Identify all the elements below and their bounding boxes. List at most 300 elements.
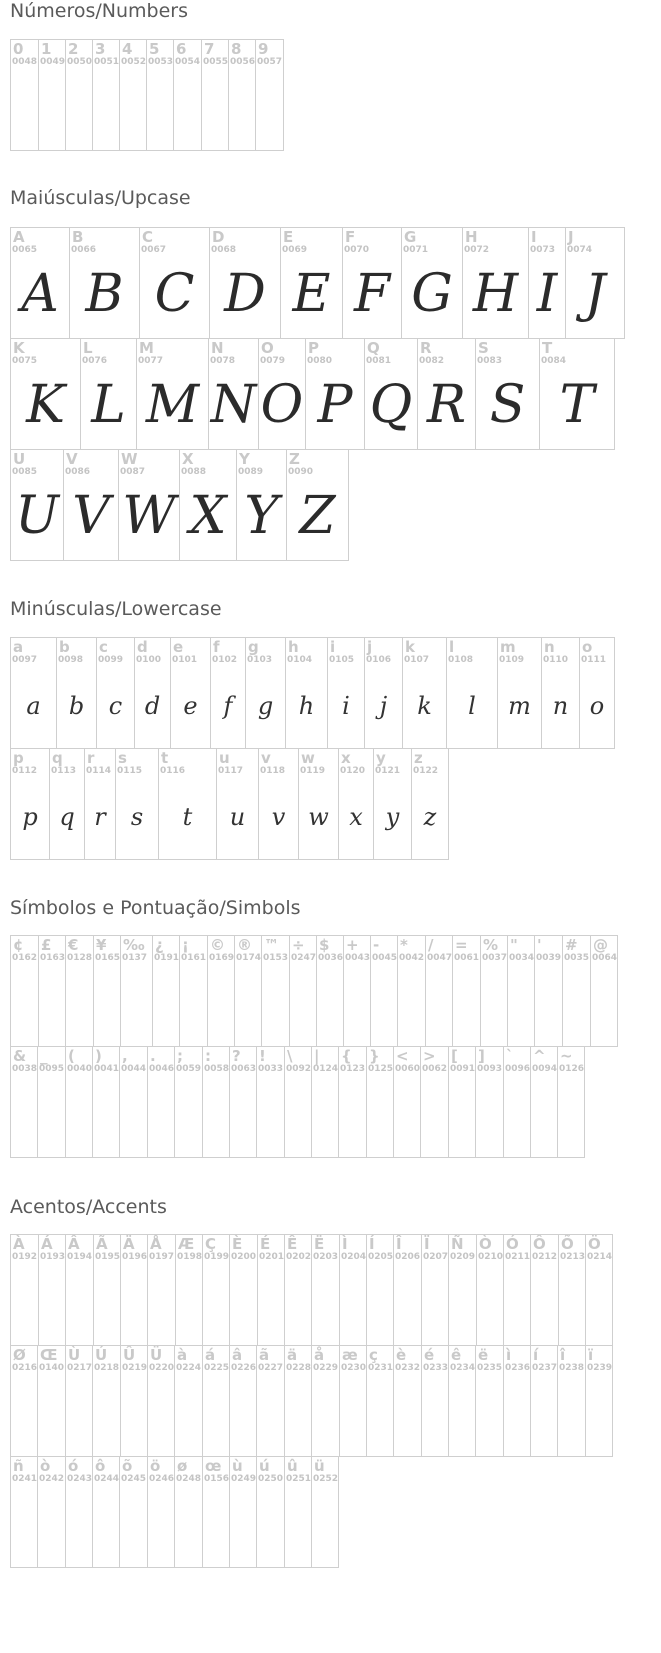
glyph-cell [229, 1234, 258, 1346]
glyph-char-label: Ê [287, 1235, 298, 1253]
glyph-char-label: ç [369, 1346, 378, 1364]
glyph-code-label: 0225 [204, 1363, 230, 1373]
glyph-cell [134, 637, 171, 749]
glyph-char-label: â [232, 1346, 243, 1364]
glyph-cell [10, 39, 39, 151]
glyph-char-label: ] [478, 1047, 485, 1065]
glyph-cell [174, 1456, 203, 1568]
glyph-code-label: 0207 [423, 1252, 449, 1262]
glyph-cell [339, 1234, 367, 1346]
glyph-sample: X [189, 486, 227, 546]
glyph-char-label: ñ [13, 1457, 24, 1475]
glyph-char-label: Y [239, 450, 250, 468]
glyph-code-label: 0063 [231, 1064, 257, 1074]
glyph-char-label: v [261, 749, 271, 767]
glyph-char-label: 8 [231, 40, 242, 58]
glyph-cell [49, 748, 85, 860]
glyph-cell [261, 935, 290, 1047]
glyph-code-label: 0213 [560, 1252, 586, 1262]
glyph-code-label: 0117 [218, 766, 244, 776]
glyph-char-label: 7 [204, 40, 215, 58]
glyph-cell [92, 39, 120, 151]
glyph-cell [229, 1456, 257, 1568]
glyph-code-label: 0122 [413, 766, 439, 776]
glyph-sample: y [385, 803, 400, 831]
glyph-code-label: 0069 [282, 245, 308, 255]
glyph-code-label: 0041 [94, 1064, 120, 1074]
glyph-cell [147, 1234, 176, 1346]
glyph-char-label: Û [123, 1346, 136, 1364]
glyph-code-label: 0163 [40, 953, 66, 963]
glyph-char-label: G [404, 228, 417, 246]
glyph-cell [258, 748, 299, 860]
glyph-char-label: 9 [258, 40, 269, 58]
glyph-code-label: 0250 [258, 1474, 284, 1484]
glyph-cell [585, 1345, 613, 1457]
glyph-cell [152, 935, 180, 1047]
glyph-code-label: 0246 [149, 1474, 175, 1484]
glyph-cell [10, 748, 50, 860]
glyph-code-label: 0119 [300, 766, 326, 776]
glyph-code-label: 0120 [340, 766, 366, 776]
glyph-cell [452, 935, 481, 1047]
glyph-char-label: D [212, 228, 225, 246]
glyph-code-label: 0247 [291, 953, 317, 963]
glyph-sample: p [22, 803, 38, 831]
glyph-char-label: h [288, 638, 299, 656]
glyph-char-label: À [13, 1235, 25, 1253]
glyph-cell [557, 1345, 586, 1457]
glyph-char-label: ì [506, 1346, 512, 1364]
glyph-cell [366, 1046, 394, 1158]
glyph-cell [210, 637, 246, 749]
glyph-code-label: 0218 [94, 1363, 120, 1373]
glyph-code-label: 0040 [67, 1064, 93, 1074]
glyph-char-label: } [369, 1047, 380, 1065]
glyph-cell [311, 1046, 339, 1158]
glyph-code-label: 0229 [313, 1363, 339, 1373]
glyph-code-label: 0034 [509, 953, 535, 963]
glyph-char-label: & [13, 1047, 27, 1065]
glyph-code-label: 0073 [530, 245, 556, 255]
glyph-cell [541, 637, 580, 749]
glyph-cell [534, 935, 563, 1047]
glyph-code-label: 0205 [368, 1252, 394, 1262]
glyph-code-label: 0209 [450, 1252, 476, 1262]
glyph-char-label: m [500, 638, 516, 656]
glyph-code-label: 0174 [236, 953, 262, 963]
glyph-char-label: ú [259, 1457, 270, 1475]
glyph-cell [10, 338, 81, 450]
glyph-sample: E [292, 264, 331, 324]
glyph-cell [118, 449, 180, 561]
glyph-char-label: X [182, 450, 194, 468]
glyph-cell [397, 935, 426, 1047]
glyph-code-label: 0234 [450, 1363, 476, 1373]
glyph-char-label: ? [232, 1047, 241, 1065]
glyph-cell [316, 935, 344, 1047]
glyph-cell [37, 1046, 66, 1158]
glyph-sample: n [552, 692, 569, 720]
glyph-char-label: F [345, 228, 356, 246]
glyph-code-label: 0049 [40, 57, 66, 67]
glyph-code-label: 0105 [329, 655, 355, 665]
glyph-code-label: 0116 [160, 766, 186, 776]
glyph-cell [38, 1234, 66, 1346]
glyph-cell [366, 1234, 394, 1346]
glyph-sample: t [182, 803, 193, 831]
glyph-char-label: n [544, 638, 555, 656]
glyph-char-label: ¡ [182, 936, 189, 954]
glyph-char-label: k [405, 638, 415, 656]
glyph-cell [401, 227, 463, 339]
glyph-code-label: 0212 [532, 1252, 558, 1262]
glyph-char-label: ø [177, 1457, 188, 1475]
glyph-sample: w [308, 803, 329, 831]
glyph-cell [10, 227, 70, 339]
glyph-char-label: © [210, 936, 225, 954]
glyph-char-label: 6 [176, 40, 187, 58]
glyph-code-label: 0216 [12, 1363, 38, 1373]
glyph-char-label: ) [95, 1047, 102, 1065]
glyph-code-label: 0096 [505, 1064, 531, 1074]
glyph-cell [539, 338, 615, 450]
glyph-char-label: Î [396, 1235, 402, 1253]
glyph-cell [216, 748, 259, 860]
glyph-char-label: å [314, 1346, 325, 1364]
glyph-cell [92, 1345, 121, 1457]
glyph-sample: S [489, 375, 526, 435]
glyph-code-label: 0064 [592, 953, 618, 963]
glyph-code-label: 0140 [39, 1363, 65, 1373]
glyph-code-label: 0123 [340, 1064, 366, 1074]
glyph-code-label: 0082 [419, 356, 445, 366]
glyph-cell [503, 1046, 531, 1158]
glyph-sample: g [257, 692, 274, 720]
glyph-cell [562, 935, 591, 1047]
glyph-char-label: á [205, 1346, 216, 1364]
glyph-char-label: ™ [264, 936, 279, 954]
glyph-cell [10, 1234, 39, 1346]
glyph-sample: G [411, 264, 453, 324]
glyph-cell [530, 1234, 559, 1346]
glyph-cell [298, 748, 339, 860]
glyph-char-label: Ú [95, 1346, 108, 1364]
glyph-cell [120, 935, 153, 1047]
glyph-cell [10, 637, 57, 749]
glyph-char-label: > [423, 1047, 436, 1065]
glyph-sample: s [130, 803, 144, 831]
glyph-cell [480, 935, 508, 1047]
section-title: Números/Numbers [10, 0, 188, 22]
glyph-code-label: 0206 [395, 1252, 421, 1262]
glyph-code-label: 0062 [422, 1064, 448, 1074]
glyph-cell [364, 338, 418, 450]
glyph-code-label: 0227 [258, 1363, 284, 1373]
glyph-code-label: 0103 [247, 655, 273, 665]
glyph-cell [175, 1234, 203, 1346]
glyph-cell [373, 748, 412, 860]
glyph-char-label: / [428, 936, 434, 954]
glyph-char-label: Ö [588, 1235, 601, 1253]
glyph-code-label: 0196 [122, 1252, 148, 1262]
glyph-char-label: | [314, 1047, 320, 1065]
glyph-code-label: 0153 [263, 953, 289, 963]
glyph-code-label: 0220 [149, 1363, 175, 1373]
glyph-code-label: 0066 [71, 245, 97, 255]
glyph-cell [503, 1234, 531, 1346]
glyph-cell [497, 637, 542, 749]
glyph-code-label: 0079 [260, 356, 286, 366]
glyph-cell [256, 1345, 285, 1457]
glyph-cell [84, 748, 116, 860]
glyph-code-label: 0106 [366, 655, 392, 665]
glyph-char-label: Å [150, 1235, 162, 1253]
glyph-code-label: 0239 [587, 1363, 613, 1373]
glyph-code-label: 0039 [536, 953, 562, 963]
glyph-cell [179, 449, 237, 561]
glyph-code-label: 0100 [136, 655, 162, 665]
glyph-sample: M [145, 375, 200, 435]
glyph-cell [37, 1456, 66, 1568]
glyph-cell [120, 1345, 148, 1457]
glyph-cell [393, 1234, 422, 1346]
glyph-char-label: Z [289, 450, 300, 468]
glyph-code-label: 0075 [12, 356, 38, 366]
glyph-char-label: ù [232, 1457, 243, 1475]
glyph-char-label: o [582, 638, 593, 656]
glyph-sample: R [426, 375, 467, 435]
glyph-code-label: 0219 [122, 1363, 148, 1373]
glyph-code-label: 0048 [12, 57, 38, 67]
glyph-char-label: T [542, 339, 553, 357]
glyph-sample: d [144, 692, 161, 720]
glyph-cell [364, 637, 403, 749]
glyph-code-label: 0045 [372, 953, 398, 963]
glyph-char-label: e [173, 638, 184, 656]
glyph-cell [402, 637, 447, 749]
glyph-code-label: 0198 [177, 1252, 203, 1262]
glyph-cell [475, 1345, 504, 1457]
glyph-char-label: , [122, 1047, 128, 1065]
glyph-cell [65, 1046, 93, 1158]
glyph-char-label: 4 [122, 40, 133, 58]
glyph-cell [10, 1046, 38, 1158]
glyph-code-label: 0078 [210, 356, 236, 366]
glyph-cell [146, 39, 174, 151]
glyph-cell [448, 1046, 476, 1158]
glyph-char-label: ö [150, 1457, 161, 1475]
glyph-char-label: 1 [41, 40, 52, 58]
glyph-code-label: 0038 [12, 1064, 38, 1074]
glyph-code-label: 0091 [450, 1064, 476, 1074]
glyph-code-label: 0094 [532, 1064, 558, 1074]
glyph-char-label: P [308, 339, 319, 357]
glyph-cell [305, 338, 365, 450]
glyph-char-label: I [531, 228, 537, 246]
glyph-code-label: 0251 [286, 1474, 312, 1484]
glyph-sample: I [536, 264, 558, 324]
glyph-char-label: c [99, 638, 108, 656]
glyph-code-label: 0107 [404, 655, 430, 665]
glyph-char-label: Q [367, 339, 380, 357]
glyph-sample: o [589, 692, 605, 720]
glyph-char-label: ' [537, 936, 542, 954]
glyph-char-label: " [510, 936, 518, 954]
glyph-cell [339, 1345, 367, 1457]
glyph-cell [411, 748, 449, 860]
glyph-cell [393, 1345, 422, 1457]
glyph-code-label: 0125 [368, 1064, 394, 1074]
glyph-cell [38, 39, 66, 151]
glyph-char-label: . [150, 1047, 156, 1065]
glyph-cell [417, 338, 476, 450]
glyph-cell [284, 1046, 312, 1158]
glyph-code-label: 0197 [149, 1252, 175, 1262]
glyph-code-label: 0237 [532, 1363, 558, 1373]
glyph-cell [173, 39, 202, 151]
glyph-cell [80, 338, 137, 450]
glyph-code-label: 0056 [230, 57, 256, 67]
glyph-cell [285, 637, 328, 749]
glyph-cell [503, 1345, 531, 1457]
glyph-cell [475, 338, 540, 450]
glyph-cell [65, 39, 93, 151]
glyph-code-label: 0200 [231, 1252, 257, 1262]
glyph-code-label: 0235 [477, 1363, 503, 1373]
glyph-char-label: * [400, 936, 408, 954]
glyph-cell [10, 935, 39, 1047]
glyph-code-label: 0072 [464, 245, 490, 255]
glyph-char-label: { [341, 1047, 352, 1065]
glyph-char-label: u [219, 749, 230, 767]
glyph-code-label: 0043 [345, 953, 371, 963]
glyph-cell [284, 1456, 312, 1568]
glyph-code-label: 0101 [172, 655, 198, 665]
glyph-char-label: 0 [13, 40, 24, 58]
glyph-sample: C [154, 264, 195, 324]
glyph-char-label: O [261, 339, 274, 357]
glyph-code-label: 0112 [12, 766, 38, 776]
glyph-char-label: É [260, 1235, 271, 1253]
glyph-cell [37, 1345, 66, 1457]
glyph-cell [209, 227, 281, 339]
glyph-char-label: õ [122, 1457, 133, 1475]
glyph-code-label: 0169 [209, 953, 235, 963]
glyph-code-label: 0090 [288, 467, 314, 477]
glyph-cell [590, 935, 618, 1047]
glyph-code-label: 0036 [318, 953, 344, 963]
glyph-code-label: 0111 [581, 655, 607, 665]
glyph-cell [393, 1046, 421, 1158]
glyph-char-label: V [66, 450, 78, 468]
glyph-code-label: 0210 [478, 1252, 504, 1262]
glyph-cell [530, 1046, 558, 1158]
glyph-char-label: æ [342, 1346, 358, 1364]
glyph-cell [342, 227, 402, 339]
glyph-code-label: 0232 [395, 1363, 421, 1373]
glyph-cell [207, 935, 235, 1047]
glyph-char-label: W [121, 450, 138, 468]
glyph-sample: K [26, 375, 65, 435]
glyph-char-label: Æ [178, 1235, 195, 1253]
glyph-cell [256, 1046, 285, 1158]
glyph-cell [280, 227, 343, 339]
glyph-cell [10, 1345, 38, 1457]
glyph-code-label: 0084 [541, 356, 567, 366]
glyph-sample: N [210, 375, 257, 435]
glyph-cell [370, 935, 398, 1047]
glyph-code-label: 0156 [204, 1474, 230, 1484]
glyph-char-label: % [483, 936, 499, 954]
glyph-code-label: 0238 [559, 1363, 585, 1373]
glyph-char-label: È [232, 1235, 243, 1253]
glyph-code-label: 0245 [121, 1474, 147, 1484]
glyph-cell [92, 1046, 120, 1158]
glyph-char-label: ã [259, 1346, 270, 1364]
glyph-code-label: 0044 [121, 1064, 147, 1074]
glyph-char-label: L [83, 339, 93, 357]
glyph-char-label: ® [237, 936, 252, 954]
glyph-code-label: 0057 [257, 57, 283, 67]
glyph-code-label: 0059 [176, 1064, 202, 1074]
glyph-cell [229, 1046, 257, 1158]
glyph-cell [158, 748, 217, 860]
glyph-char-label: C [142, 228, 154, 246]
glyph-char-label: : [205, 1047, 211, 1065]
glyph-code-label: 0194 [67, 1252, 93, 1262]
glyph-code-label: 0097 [12, 655, 38, 665]
glyph-sample: c [108, 692, 123, 720]
glyph-sample: U [15, 486, 59, 546]
glyph-char-label: Ç [205, 1235, 217, 1253]
glyph-char-label: € [68, 936, 79, 954]
glyph-code-label: 0081 [366, 356, 392, 366]
glyph-sample: b [68, 692, 85, 720]
glyph-cell [507, 935, 535, 1047]
glyph-sample: D [224, 264, 266, 324]
glyph-char-label: Ñ [451, 1235, 464, 1253]
glyph-code-label: 0192 [12, 1252, 38, 1262]
glyph-cell [69, 227, 140, 339]
glyph-code-label: 0230 [341, 1363, 367, 1373]
glyph-char-label: ~ [560, 1047, 573, 1065]
glyph-char-label: $ [319, 936, 330, 954]
glyph-char-label: A [13, 228, 25, 246]
glyph-char-label: K [13, 339, 25, 357]
glyph-sample: J [584, 264, 606, 324]
glyph-char-label: Â [68, 1235, 80, 1253]
glyph-cell [448, 1234, 477, 1346]
glyph-char-label: E [283, 228, 294, 246]
glyph-cell [65, 1345, 93, 1457]
glyph-char-label: à [177, 1346, 188, 1364]
glyph-cell [139, 227, 210, 339]
glyph-cell [170, 637, 211, 749]
glyph-char-label: [ [451, 1047, 458, 1065]
glyph-sample: f [223, 692, 233, 720]
glyph-code-label: 0241 [12, 1474, 38, 1484]
glyph-code-label: 0077 [138, 356, 164, 366]
glyph-cell [284, 1234, 312, 1346]
glyph-cell [174, 1345, 203, 1457]
glyph-char-label: ( [68, 1047, 75, 1065]
glyph-cell [446, 637, 498, 749]
glyph-code-label: 0060 [395, 1064, 421, 1074]
glyph-cell [228, 39, 256, 151]
glyph-char-label: f [213, 638, 220, 656]
glyph-char-label: - [373, 936, 380, 954]
